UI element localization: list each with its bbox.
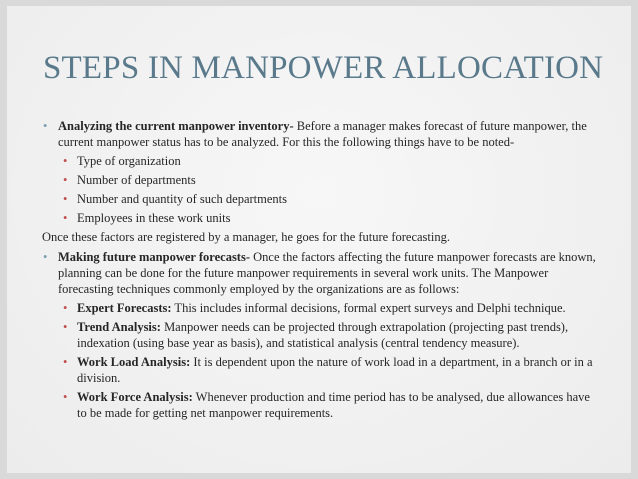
sub-bullet-dot: • bbox=[63, 301, 68, 315]
sub-item-heading: Work Force Analysis: bbox=[77, 390, 193, 404]
sub-item-text: Employees in these work units bbox=[77, 211, 231, 225]
sub-bullet-dot: • bbox=[63, 173, 68, 187]
sub-item-text: It is dependent upon the nature of work load in a department, in a branch or in a division. bbox=[77, 355, 593, 385]
sub-bullet-dot: • bbox=[63, 355, 68, 369]
sub-item-trend-analysis bbox=[42, 319, 602, 351]
sub-item-work-load-analysis bbox=[42, 354, 602, 386]
slide-title: STEPS IN MANPOWER ALLOCATION bbox=[43, 50, 604, 86]
sub-bullet-dot: • bbox=[63, 211, 68, 225]
sub-item-text: Number and quantity of such departments bbox=[77, 192, 288, 206]
sub-item bbox=[42, 172, 602, 188]
bullet-analyzing-inventory bbox=[42, 118, 602, 150]
bullet-dot: • bbox=[43, 119, 48, 133]
bullet-heading: Analyzing the current manpower inventory- bbox=[58, 119, 294, 133]
sub-item-text: Manpower needs can be projected through extrapolation (projecting past trends), indexation (using base year as basis), and statistical analysis (central tendency measure). bbox=[77, 320, 569, 350]
slide bbox=[7, 6, 631, 473]
sub-item-text: Number of departments bbox=[77, 173, 196, 187]
sub-item-heading: Work Load Analysis: bbox=[77, 355, 191, 369]
sub-item-heading: Expert Forecasts: bbox=[77, 301, 172, 315]
sub-item bbox=[42, 191, 602, 207]
sub-item-text: Type of organization bbox=[77, 154, 181, 168]
sub-item-heading: Trend Analysis: bbox=[77, 320, 161, 334]
slide-body bbox=[42, 118, 602, 421]
bullet-heading: Making future manpower forecasts- bbox=[58, 250, 250, 264]
sub-bullet-dot: • bbox=[63, 154, 68, 168]
bullet-text: Once the factors affecting the future manpower forecasts are known, planning can be done for the future manpower requirements in several work units. The Manpower forecasting techniques commonly employed by the organizations are as follows: bbox=[58, 250, 596, 296]
sub-item-text: Whenever production and time period has to be analysed, due allowances have to be made for getting net manpower requirements. bbox=[77, 390, 590, 420]
sub-item bbox=[42, 153, 602, 169]
bullet-dot: • bbox=[43, 250, 48, 264]
sub-bullet-dot: • bbox=[63, 390, 68, 404]
sub-bullet-dot: • bbox=[63, 320, 68, 334]
sub-item-work-force-analysis bbox=[42, 389, 602, 421]
sub-item-text: This includes informal decisions, formal expert surveys and Delphi technique. bbox=[171, 301, 566, 315]
sub-item bbox=[42, 210, 602, 226]
sub-item-expert-forecasts bbox=[42, 300, 602, 316]
plain-line: Once these factors are registered by a manager, he goes for the future forecasting. bbox=[42, 230, 450, 244]
sub-bullet-dot: • bbox=[63, 192, 68, 206]
bullet-future-forecasts bbox=[42, 249, 602, 297]
bullet-text: Before a manager makes forecast of future manpower, the current manpower status has to be analyzed. For this the following things have to be noted- bbox=[58, 119, 587, 149]
